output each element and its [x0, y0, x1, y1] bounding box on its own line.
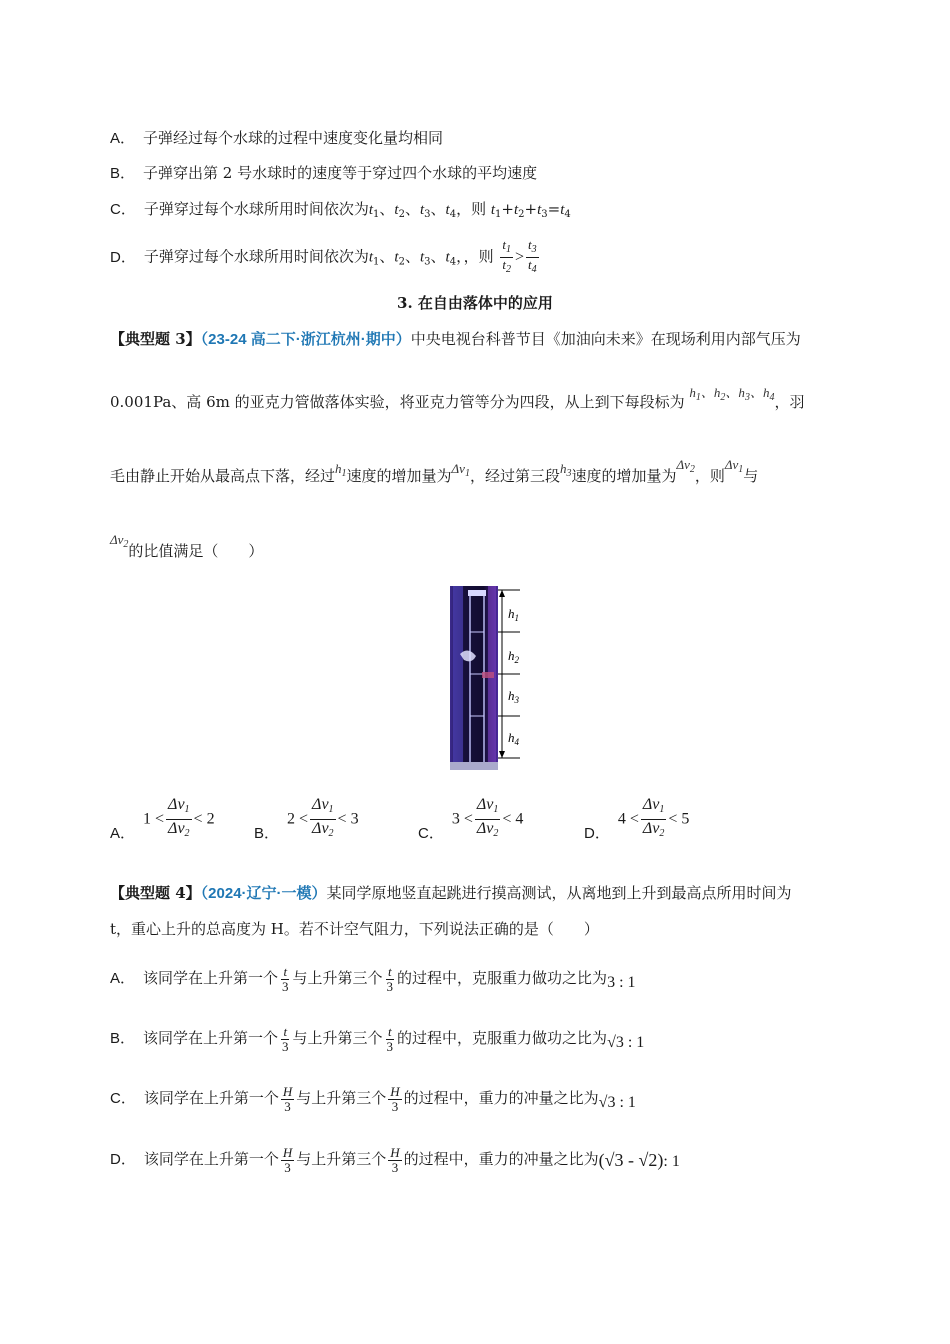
dv2-symbol: $\Delta v_2$	[676, 457, 695, 475]
option-tail: ，则	[456, 200, 491, 218]
label-h2: $h_2$	[508, 648, 519, 665]
option-c: C． 子弹穿过每个水球所用时间依次为$t_1$、$t_2$、$t_3$、$t_4$，则 $t_1+t_2+t_3=t_4$	[110, 200, 571, 220]
option-text: 该同学在上升第一个	[143, 969, 279, 987]
question-source: （23-24 高二下·浙江杭州·期中）	[200, 331, 411, 348]
option-text: 与上升第三个	[296, 1089, 387, 1107]
option-right: < 3	[337, 810, 359, 828]
dv1-symbol: $\Delta v_1$	[451, 461, 470, 479]
option-tail: ，，则	[456, 247, 494, 266]
fraction-t-3: $\frac{t}{3}$	[282, 1023, 289, 1054]
fraction-h-3: $\frac{H}{3}$	[390, 1144, 400, 1175]
question-text: ，羽	[774, 393, 805, 411]
option-label: B．	[110, 1030, 136, 1047]
option-left: 4 <	[617, 810, 639, 828]
q4-option-a	[110, 958, 636, 999]
fraction-t-3: $\frac{t}{3}$	[282, 963, 289, 994]
option-label: B．	[110, 165, 136, 182]
question-text: ，则	[694, 467, 725, 485]
option-label: A．	[110, 130, 136, 147]
option-text: 该同学在上升第一个	[143, 1029, 279, 1047]
q4-line1	[110, 883, 792, 904]
q3-option-c	[418, 796, 523, 843]
question-text: 速度的增加量为	[346, 467, 452, 485]
section-title: 3. 在自由落体中的应用	[397, 294, 553, 312]
option-text: 该同学在上升第一个	[143, 1150, 279, 1168]
question-text: 中央电视台科普节目《加油向未来》在现场利用内部气压为	[410, 330, 801, 348]
fraction-t-3: $\frac{t}{3}$	[386, 963, 394, 994]
option-b	[110, 163, 537, 184]
fraction-h-3: $\frac{H}{3}$	[282, 1144, 293, 1175]
dv-ratio: $\frac{\Delta v_1}{\Delta v_2}$	[168, 796, 190, 839]
acrylic-tube-figure	[450, 584, 530, 774]
question-tag: 【典型题 4】	[110, 884, 201, 902]
fraction-h-3: $\frac{H}{3}$	[390, 1083, 400, 1114]
question-tag: 【典型题 3】	[110, 330, 201, 348]
dv2-symbol: $\Delta v_2$	[110, 532, 129, 550]
q3-line2	[110, 385, 805, 418]
option-text: 与上升第三个	[292, 1029, 383, 1047]
option-label: C．	[110, 201, 136, 218]
option-text: 的过程中，克服重力做功之比为	[397, 1029, 608, 1047]
fraction-h-3: $\frac{H}{3}$	[282, 1083, 293, 1114]
dv-ratio: $\frac{\Delta v_1}{\Delta v_2}$	[312, 796, 334, 839]
fraction-t1-t2: $\frac{t_1}{t_2}$	[502, 237, 512, 275]
option-text: 子弹穿过每个水球所用时间依次为	[143, 247, 369, 266]
question-text: 的比值满足（ ）	[128, 542, 264, 560]
question-text: ，经过第三段	[469, 467, 560, 485]
q3-option-b	[254, 796, 359, 843]
option-text: 子弹穿过每个水球所用时间依次为	[143, 200, 369, 218]
q3-option-a	[110, 796, 215, 843]
question-text: 毛由静止开始从最高点下落，经过	[110, 467, 336, 485]
q4-option-b	[110, 1018, 644, 1059]
dv1-symbol: $\Delta v_1$	[724, 457, 744, 475]
ratio-value: √3 : 1	[598, 1094, 636, 1111]
q4-line2	[110, 919, 599, 939]
q3-option-d	[584, 796, 689, 843]
option-right: < 5	[668, 810, 690, 828]
label-h3: $h_3$	[508, 688, 519, 705]
option-a	[110, 128, 443, 149]
option-d: D． 子弹穿过每个水球所用时间依次为$t_1$、$t_2$、$t_3$、$t_4$，，则 $\frac{t_1}{t_2}$ > $\frac{t_3}{t_4}$	[110, 237, 537, 275]
option-text: 与上升第三个	[292, 969, 383, 987]
option-right: < 2	[193, 810, 215, 828]
option-left: 3 <	[451, 810, 473, 828]
ratio-value: (√3 - √2): 1	[598, 1150, 680, 1170]
question-text: 0.001Pa、高 6m 的亚克力管做落体实验，将亚克力管等分为四段，从上到下每段标为	[110, 393, 685, 411]
question-text: 速度的增加量为	[571, 467, 677, 485]
fraction-t3-t4: $\frac{t_3}{t_4}$	[528, 237, 537, 275]
question-text: t，重心上升的总高度为 H。若不计空气阻力，下列说法正确的是（ ）	[110, 920, 599, 938]
option-text: 与上升第三个	[296, 1150, 387, 1168]
option-label: C．	[110, 1090, 136, 1107]
ratio-value: 3 : 1	[607, 974, 636, 991]
option-label: B．	[254, 824, 280, 842]
option-label: D．	[110, 1151, 136, 1168]
option-left: 1 <	[143, 810, 165, 828]
label-h1: $h_1$	[508, 606, 519, 623]
q3-line3	[110, 457, 759, 492]
option-label: D．	[110, 248, 136, 266]
h3-symbol: $h_3$	[559, 461, 572, 479]
question-text: 与	[743, 467, 759, 485]
option-label: C．	[418, 824, 444, 842]
option-text: 的过程中，克服重力做功之比为	[397, 969, 608, 987]
option-text: 子弹穿出第 2 号水球时的速度等于穿过四个水球的平均速度	[143, 164, 538, 182]
option-right: < 4	[502, 810, 524, 828]
option-text: 的过程中，重力的冲量之比为	[403, 1150, 599, 1168]
option-label: D．	[584, 824, 610, 842]
fraction-t-3: $\frac{t}{3}$	[386, 1023, 394, 1054]
gt-sign: >	[515, 248, 525, 266]
option-left: 2 <	[287, 810, 309, 828]
option-text: 的过程中，重力的冲量之比为	[403, 1089, 599, 1107]
label-h4: $h_4$	[508, 730, 519, 747]
q3-line1	[110, 329, 801, 350]
dv-ratio: $\frac{\Delta v_1}{\Delta v_2}$	[476, 796, 499, 839]
ratio-value: √3 : 1	[607, 1034, 645, 1051]
dv-ratio: $\frac{\Delta v_1}{\Delta v_2}$	[642, 796, 665, 839]
option-text: 该同学在上升第一个	[143, 1089, 279, 1107]
q3-line4	[110, 532, 264, 567]
h-labels: $h_1$、$h_2$、$h_3$、$h_4$	[689, 385, 775, 403]
q4-option-d	[110, 1138, 680, 1180]
h1-symbol: $h_1$	[335, 461, 347, 479]
q4-option-c	[110, 1078, 636, 1119]
question-source: （2024·辽宁·一模）	[200, 885, 327, 902]
question-text: 某同学原地竖直起跳进行摸高测试，从离地到上升到最高点所用时间为	[326, 884, 792, 902]
option-label: A．	[110, 824, 136, 842]
option-label: A．	[110, 970, 136, 987]
option-text: 子弹经过每个水球的过程中速度变化量均相同	[143, 129, 444, 147]
